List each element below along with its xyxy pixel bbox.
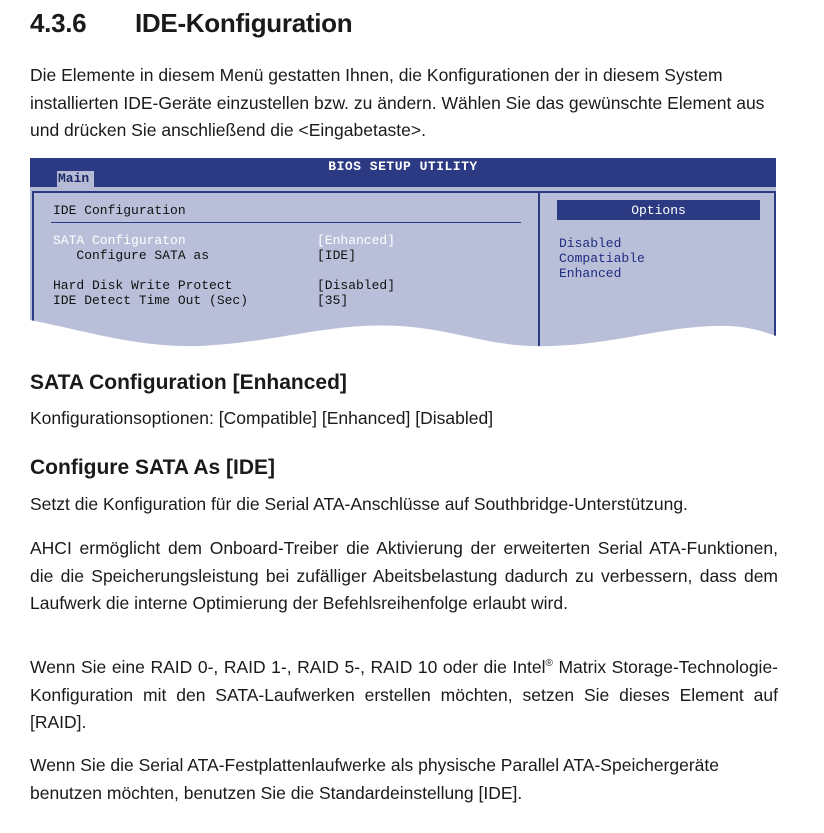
bios-item-ide-detect-time-out[interactable]: IDE Detect Time Out (Sec) [53, 293, 249, 308]
bios-item-sata-configuration[interactable]: SATA Configuraton [53, 233, 186, 248]
section-heading [30, 8, 352, 39]
bios-screenshot [30, 158, 776, 350]
section-number: 4.3.6 [30, 8, 87, 38]
paragraph-3-start: Wenn Sie eine RAID 0-, RAID 1-, RAID 5-, RAID 10 oder die Intel [30, 657, 546, 677]
bios-item-hard-disk-write-protect[interactable]: Hard Disk Write Protect [53, 278, 233, 293]
configure-sata-paragraph-4: Wenn Sie die Serial ATA-Festplattenlaufwerke als physische Parallel ATA-Speichergeräte benutzen möchten, benutzen Sie die Standardeinstellung [IDE]. [30, 755, 719, 803]
sata-configuration-heading: SATA Configuration [Enhanced] [30, 371, 347, 394]
option-disabled[interactable]: Disabled [559, 236, 622, 251]
bios-tab-main[interactable]: Main [57, 171, 94, 187]
section-title: IDE-Konfiguration [135, 8, 353, 38]
bios-item-configure-sata-as[interactable]: Configure SATA as [53, 248, 210, 263]
intro-paragraph: Die Elemente in diesem Menü gestatten Ihnen, die Konfigurationen der in diesem System installierten IDE-Geräte einzustellen bzw. zu ändern. Wählen Sie das gewünschte Element aus und drücken Sie anschließend die <Eingabetaste>. [30, 65, 765, 140]
ide-config-title: IDE Configuration [53, 203, 186, 218]
configure-sata-heading: Configure SATA As [IDE] [30, 456, 275, 479]
bios-value-configure-sata-as[interactable]: [IDE] [317, 248, 357, 263]
bios-value-hard-disk-write-protect[interactable]: [Disabled] [317, 278, 396, 293]
configure-sata-paragraph-2: AHCI ermöglicht dem Onboard-Treiber die Aktivierung der erweiterten Serial ATA-Funktionen, die die Speicherungsleistung bei zufälliger Abeitsbelastung dadurch zu verbessern, dass dem Laufwerk die interne Optimierung der Befehlsreihenfolge erlaubt wird. [30, 538, 778, 613]
configure-sata-paragraph-3 [30, 654, 778, 737]
torn-edge-wave [30, 158, 776, 350]
options-header: Options [631, 203, 686, 218]
option-compatible[interactable]: Compatiable [559, 251, 645, 266]
configure-sata-paragraph-1: Setzt die Konfiguration für die Serial ATA-Anschlüsse auf Southbridge-Unterstützung. [30, 494, 688, 514]
bios-title: BIOS SETUP UTILITY [328, 159, 478, 174]
paragraph-3-end: Matrix Storage-Technologie-Konfiguration mit den SATA-Laufwerken erstellen möchten, setzen Sie dieses Element auf [RAID]. [30, 657, 779, 732]
bios-value-ide-detect-time-out[interactable]: [35] [317, 293, 349, 308]
sata-configuration-text: Konfigurationsoptionen: [Compatible] [Enhanced] [Disabled] [30, 408, 494, 428]
registered-mark: ® [545, 658, 553, 670]
bios-value-sata-configuration[interactable]: [Enhanced] [317, 233, 396, 248]
option-enhanced[interactable]: Enhanced [559, 266, 622, 281]
